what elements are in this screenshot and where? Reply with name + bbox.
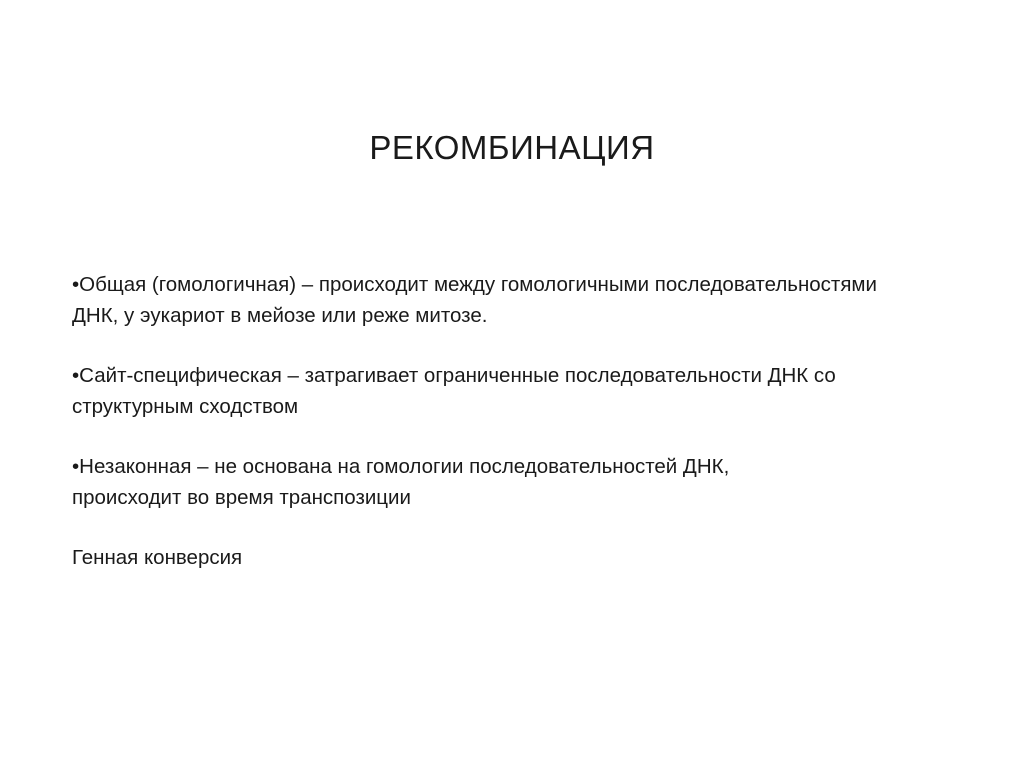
paragraph-illegitimate-recombination xyxy=(72,451,1012,513)
paragraph-gene-conversion xyxy=(72,542,1012,573)
paragraph-general-recombination xyxy=(72,269,1012,331)
text-line: •Незаконная – не основана на гомологии последовательностей ДНК, xyxy=(72,455,730,478)
text-line: •Общая (гомологичная) – происходит между гомологичными последовательностями xyxy=(72,273,877,296)
text-line: происходит во время транспозиции xyxy=(72,486,411,509)
text-line: ДНК, у эукариот в мейозе или реже митозе. xyxy=(72,304,488,327)
text-line: •Сайт-специфическая – затрагивает ограниченные последовательности ДНК со xyxy=(72,364,836,387)
text-line: Генная конверсия xyxy=(72,546,243,569)
slide-body xyxy=(72,269,1012,602)
text-line: структурным сходством xyxy=(72,395,299,418)
slide-title: РЕКОМБИНАЦИЯ xyxy=(369,129,655,166)
paragraph-site-specific-recombination xyxy=(72,360,1012,422)
